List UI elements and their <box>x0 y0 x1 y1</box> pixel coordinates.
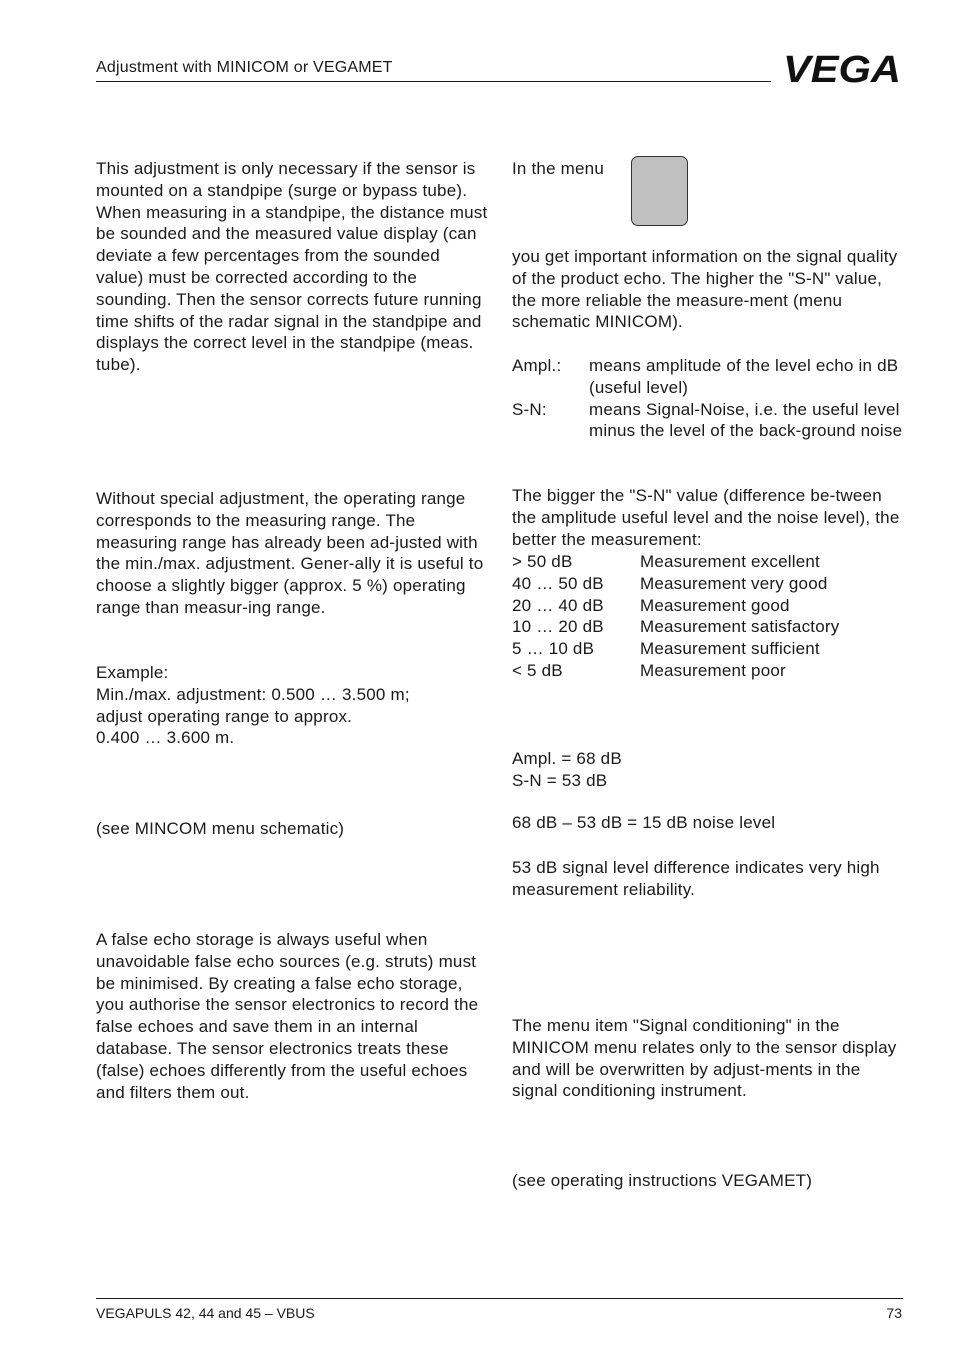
footer-rule <box>96 1298 903 1299</box>
quality-label: Measurement sufficient <box>640 639 820 659</box>
example-line-1: Min./max. adjustment: 0.500 … 3.500 m; <box>96 684 410 704</box>
in-menu-label: In the menu <box>512 159 604 178</box>
see-mincom-note: (see MINCOM menu schematic) <box>96 819 345 838</box>
menu-key-icon <box>631 156 688 226</box>
quality-row <box>512 595 904 617</box>
definition-desc: means amplitude of the level echo in dB (useful level) <box>589 356 899 397</box>
definition-desc: means Signal-Noise, i.e. the useful level minus the level of the back-ground noise <box>589 399 903 441</box>
vega-logo <box>782 50 902 85</box>
logo-text: VEGA <box>783 50 901 85</box>
example-values <box>512 748 904 792</box>
footer-title: VEGAPULS 42, 44 and 45 – VBUS <box>96 1305 315 1321</box>
definitions-list <box>512 355 904 442</box>
quality-row <box>512 616 904 638</box>
see-vegamet-note: (see operating instructions VEGAMET) <box>512 1171 813 1190</box>
quality-range: > 50 dB <box>512 552 573 571</box>
signal-quality-paragraph: you get important information on the signal quality of the product echo. The higher the "S-N" value, the more reliable the measure-ment (menu schematic MINICOM). <box>512 247 898 332</box>
header-rule <box>96 81 771 82</box>
quality-row <box>512 638 904 660</box>
standpipe-paragraph: This adjustment is only necessary if the sensor is mounted on a standpipe (surge or bypass tube). When measuring in a standpipe, the distance must be sounded and the measured value display (can deviate a few percentages from the sounded value) must be corrected according to the sounding. Then the sensor corrects future running time shifts of the radar signal in the standpipe and displays the correct level in the standpipe (meas. tube). <box>96 159 488 375</box>
sn-value-paragraph: The bigger the "S-N" value (difference be-tween the amplitude useful level and the noise level), the better the measurement: <box>512 486 900 549</box>
quality-row <box>512 573 904 595</box>
quality-label: Measurement poor <box>640 660 786 680</box>
quality-range: 5 … 10 dB <box>512 639 595 659</box>
quality-label: Measurement excellent <box>640 552 820 571</box>
sn-value: S-N = 53 dB <box>512 770 608 790</box>
example-block <box>96 662 488 749</box>
operating-range-paragraph: Without special adjustment, the operating range corresponds to the measuring range. The measuring range has already been ad-justed with the min./max. adjustment. Gener-ally it is useful to choose a slightly bigger (approx. 5 %) operating range than measur-ing range. <box>96 489 484 617</box>
page-number: 73 <box>886 1305 902 1321</box>
quality-range: 20 … 40 dB <box>512 595 604 615</box>
quality-range: < 5 dB <box>512 660 563 680</box>
reliability-paragraph: 53 dB signal level difference indicates very high measurement reliability. <box>512 858 880 899</box>
definition-row <box>512 399 904 443</box>
definition-term: S-N: <box>512 399 547 419</box>
quality-row <box>512 660 904 682</box>
quality-range: 10 … 20 dB <box>512 617 604 637</box>
quality-label: Measurement very good <box>640 573 828 593</box>
quality-label: Measurement satisfactory <box>640 617 840 637</box>
noise-calculation: 68 dB – 53 dB = 15 dB noise level <box>512 813 776 832</box>
false-echo-paragraph: A false echo storage is always useful when unavoidable false echo sources (e.g. struts) must be minimised. By creating a false echo storage, you authorise the sensor electronics to record the false echoes and save them in an internal database. The sensor electronics treats these (false) echoes differently from the useful echoes and filters them out. <box>96 930 479 1102</box>
definition-term: Ampl.: <box>512 356 562 375</box>
definition-row <box>512 355 904 399</box>
example-label: Example: <box>96 663 169 682</box>
quality-label: Measurement good <box>640 595 790 615</box>
quality-range: 40 … 50 dB <box>512 573 604 593</box>
quality-row <box>512 551 904 573</box>
header-title: Adjustment with MINICOM or VEGAMET <box>96 59 393 76</box>
quality-table <box>512 551 904 682</box>
example-line-2: adjust operating range to approx. <box>96 706 353 726</box>
signal-conditioning-paragraph: The menu item "Signal conditioning" in the MINICOM menu relates only to the sensor display and will be overwritten by adjust-ments in the signal conditioning instrument. <box>512 1016 897 1101</box>
example-line-3: 0.400 … 3.600 m. <box>96 728 235 748</box>
ampl-value: Ampl. = 68 dB <box>512 749 622 768</box>
